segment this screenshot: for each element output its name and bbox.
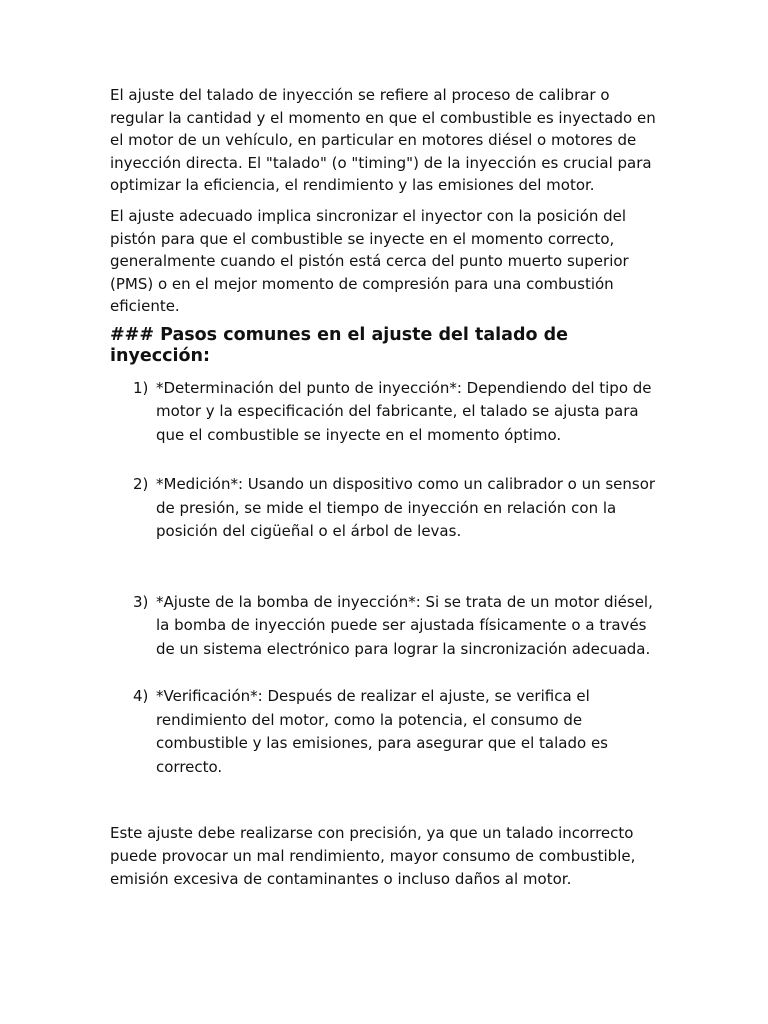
list-item bbox=[110, 473, 666, 544]
steps-list bbox=[110, 377, 666, 780]
list-item bbox=[110, 377, 666, 448]
intro-paragraph: El ajuste del talado de inyección se refiere al proceso de calibrar o regular la cantidad y el momento en que el combustible es inyectado en el motor de un vehículo, en particular en motores diésel o motores de inyección directa. El "talado" (o "timing") de la inyección es crucial para optimizar la eficiencia, el rendimiento y las emisiones del motor. bbox=[110, 86, 656, 195]
document-page bbox=[110, 84, 666, 890]
step-number: 4) bbox=[133, 687, 149, 706]
closing-paragraph: Este ajuste debe realizarse con precisión, ya que un talado incorrecto puede provocar un mal rendimiento, mayor consumo de combustible, emisión excesiva de contaminantes o incluso daños al motor. bbox=[110, 824, 636, 888]
step-text: *Ajuste de la bomba de inyección*: Si se trata de un motor diésel, la bomba de inyección puede ser ajustada físicamente o a través de un sistema electrónico para lograr la sincronización adecuada. bbox=[156, 592, 653, 658]
step-number: 2) bbox=[133, 475, 149, 494]
step-text: *Medición*: Usando un dispositivo como un calibrador o un sensor de presión, se mide el tiempo de inyección en relación con la posición del cigüeñal o el árbol de levas. bbox=[156, 475, 656, 541]
intro-paragraph: El ajuste adecuado implica sincronizar el inyector con la posición del pistón para que el combustible se inyecte en el momento correcto, generalmente cuando el pistón está cerca del punto muerto superior (PMS) o en el mejor momento de compresión para una combustión eficiente. bbox=[110, 206, 629, 316]
step-text: *Verificación*: Después de realizar el ajuste, se verifica el rendimiento del motor, como la potencia, el consumo de combustible y las emisiones, para asegurar que el talado es correcto. bbox=[156, 687, 608, 776]
step-number: 3) bbox=[133, 592, 149, 611]
list-item bbox=[110, 685, 666, 779]
section-heading: ### Pasos comunes en el ajuste del talado de inyección: bbox=[110, 324, 569, 366]
list-item bbox=[110, 591, 666, 662]
step-text: *Determinación del punto de inyección*: Dependiendo del tipo de motor y la especificación del fabricante, el talado se ajusta para que el combustible se inyecte en el momento óptimo. bbox=[156, 378, 652, 444]
step-number: 1) bbox=[133, 378, 149, 397]
